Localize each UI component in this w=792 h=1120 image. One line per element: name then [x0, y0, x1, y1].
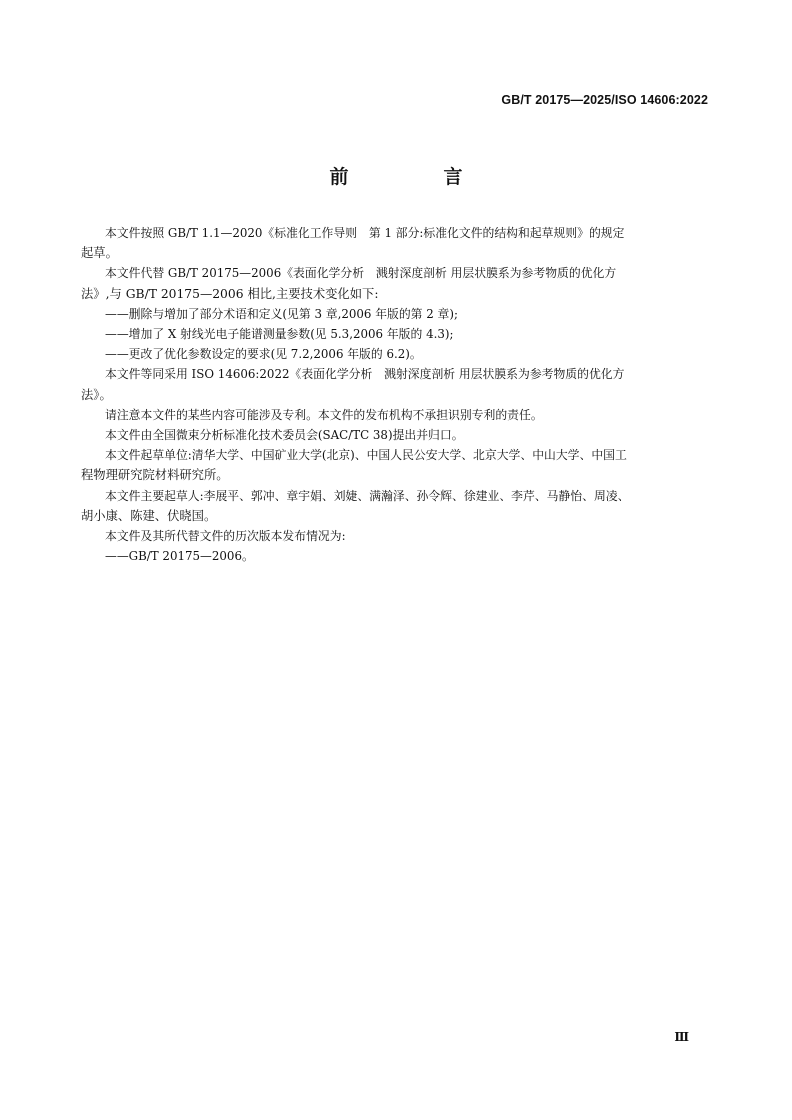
paragraph-line: 本文件由全国微束分析标准化技术委员会(SAC/TC 38)提出并归口。	[105, 428, 464, 443]
paragraph-line: 本文件按照 GB/T 1.1—2020《标准化工作导则 第 1 部分:标准化文件的结构和起草规则》的规定	[105, 226, 625, 240]
paragraph-line: 本文件起草单位:清华大学、中国矿业大学(北京)、中国人民公安大学、北京大学、中山大学、中国工	[105, 448, 627, 463]
paragraph-line: 本文件及其所代替文件的历次版本发布情况为:	[105, 529, 346, 544]
paragraph-line: 起草。	[81, 246, 118, 261]
paragraph-line: ——更改了优化参数设定的要求(见 7.2,2006 年版的 6.2)。	[105, 347, 422, 362]
paragraph-line: 本文件等同采用 ISO 14606:2022《表面化学分析 溅射深度剖析 用层状膜系为参考物质的优化方	[105, 367, 625, 382]
paragraph-line: 请注意本文件的某些内容可能涉及专利。本文件的发布机构不承担识别专利的责任。	[105, 407, 543, 422]
standard-code-header: GB/T 20175—2025/ISO 14606:2022	[501, 93, 708, 107]
list-item	[81, 324, 711, 344]
list-item	[81, 344, 711, 364]
paragraph	[81, 445, 711, 485]
page-title: 前 言	[329, 166, 501, 188]
paragraph-line: 本文件主要起草人:李展平、郭冲、章宇娟、刘婕、满瀚泽、孙令辉、徐建业、李芹、马静怡、周凌、	[105, 488, 630, 503]
list-item	[81, 546, 711, 566]
paragraph-line: 法》。	[81, 387, 112, 402]
paragraph	[81, 263, 711, 303]
paragraph	[81, 223, 711, 263]
paragraph	[81, 364, 711, 404]
paragraph-line: ——删除与增加了部分术语和定义(见第 3 章,2006 年版的第 2 章);	[105, 306, 458, 321]
paragraph	[81, 425, 711, 445]
paragraph	[81, 486, 711, 526]
paragraph-line: ——增加了 X 射线光电子能谱测量参数(见 5.3,2006 年版的 4.3);	[105, 327, 454, 342]
paragraph	[81, 526, 711, 546]
foreword-body	[81, 223, 711, 566]
list-item	[81, 304, 711, 324]
paragraph-line: 本文件代替 GB/T 20175—2006《表面化学分析 溅射深度剖析 用层状膜系为参考物质的优化方	[105, 266, 617, 281]
paragraph-line: ——GB/T 20175—2006。	[105, 549, 254, 564]
paragraph-line: 法》,与 GB/T 20175—2006 相比,主要技术变化如下:	[81, 286, 379, 301]
paragraph-line: 胡小康、陈建、伏晓国。	[81, 508, 217, 523]
paragraph	[81, 405, 711, 425]
page-number: Ⅲ	[674, 1030, 688, 1044]
paragraph-line: 程物理研究院材料研究所。	[81, 468, 229, 483]
